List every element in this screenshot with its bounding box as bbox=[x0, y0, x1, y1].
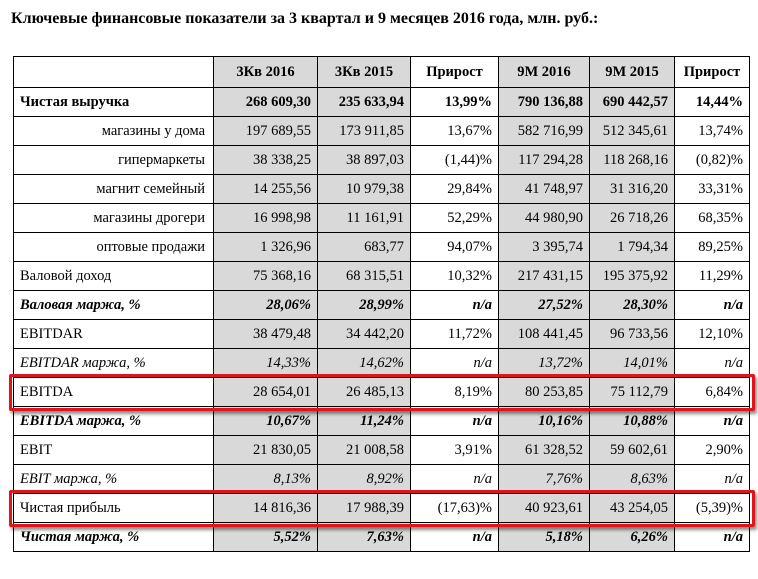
value-cell: 6,26% bbox=[590, 523, 675, 552]
value-cell: 11,72% bbox=[411, 320, 499, 349]
value-cell: 52,29% bbox=[411, 204, 499, 233]
value-cell: 683,77 bbox=[318, 233, 411, 262]
value-cell: 8,92% bbox=[318, 465, 411, 494]
table-row bbox=[14, 465, 750, 494]
header-cell: 3Кв 2015 bbox=[318, 57, 411, 88]
value-cell: 68,35% bbox=[675, 204, 750, 233]
value-cell: 14,01% bbox=[590, 349, 675, 378]
value-cell: (1,44)% bbox=[411, 146, 499, 175]
value-cell: 118 268,16 bbox=[590, 146, 675, 175]
table-row bbox=[14, 233, 750, 262]
row-label: EBIT маржа, % bbox=[14, 465, 214, 494]
value-cell: 44 980,90 bbox=[499, 204, 590, 233]
value-cell: 3,91% bbox=[411, 436, 499, 465]
row-label: магазины у дома bbox=[14, 117, 214, 146]
table-row bbox=[14, 494, 750, 523]
table-row bbox=[14, 436, 750, 465]
value-cell: 13,72% bbox=[499, 349, 590, 378]
value-cell: 108 441,45 bbox=[499, 320, 590, 349]
header-cell: Прирост bbox=[675, 57, 750, 88]
header-cell: Прирост bbox=[411, 57, 499, 88]
value-cell: 13,67% bbox=[411, 117, 499, 146]
value-cell: 117 294,28 bbox=[499, 146, 590, 175]
page-title: Ключевые финансовые показатели за 3 квартал и 9 месяцев 2016 года, млн. руб.: bbox=[11, 10, 599, 27]
value-cell: 14,44% bbox=[675, 88, 750, 117]
row-label: гипермаркеты bbox=[14, 146, 214, 175]
value-cell: 7,63% bbox=[318, 523, 411, 552]
table-row bbox=[14, 320, 750, 349]
value-cell: 38 479,48 bbox=[214, 320, 318, 349]
value-cell: 11 161,91 bbox=[318, 204, 411, 233]
value-cell: 34 442,20 bbox=[318, 320, 411, 349]
value-cell: 790 136,88 bbox=[499, 88, 590, 117]
value-cell: 1 326,96 bbox=[214, 233, 318, 262]
value-cell: 5,52% bbox=[214, 523, 318, 552]
value-cell: (0,82)% bbox=[675, 146, 750, 175]
table-row bbox=[14, 291, 750, 320]
value-cell: 10,32% bbox=[411, 262, 499, 291]
header-cell: 3Кв 2016 bbox=[214, 57, 318, 88]
value-cell: 27,52% bbox=[499, 291, 590, 320]
value-cell: 21 830,05 bbox=[214, 436, 318, 465]
row-label: Валовая маржа, % bbox=[14, 291, 214, 320]
row-label: Чистая выручка bbox=[14, 88, 214, 117]
value-cell: 582 716,99 bbox=[499, 117, 590, 146]
value-cell: 173 911,85 bbox=[318, 117, 411, 146]
row-label: магнит семейный bbox=[14, 175, 214, 204]
row-label: Чистая маржа, % bbox=[14, 523, 214, 552]
table-row bbox=[14, 88, 750, 117]
value-cell: 17 988,39 bbox=[318, 494, 411, 523]
value-cell: n/a bbox=[675, 523, 750, 552]
value-cell: 7,76% bbox=[499, 465, 590, 494]
value-cell: n/a bbox=[675, 291, 750, 320]
value-cell: 197 689,55 bbox=[214, 117, 318, 146]
value-cell: 59 602,61 bbox=[590, 436, 675, 465]
value-cell: n/a bbox=[675, 349, 750, 378]
value-cell: n/a bbox=[675, 407, 750, 436]
value-cell: 5,18% bbox=[499, 523, 590, 552]
value-cell: 41 748,97 bbox=[499, 175, 590, 204]
header-cell: 9М 2015 bbox=[590, 57, 675, 88]
header-cell-empty bbox=[14, 57, 214, 88]
value-cell: 40 923,61 bbox=[499, 494, 590, 523]
value-cell: 61 328,52 bbox=[499, 436, 590, 465]
value-cell: 14,33% bbox=[214, 349, 318, 378]
value-cell: 10 979,38 bbox=[318, 175, 411, 204]
row-label: магазины дрогери bbox=[14, 204, 214, 233]
value-cell: 89,25% bbox=[675, 233, 750, 262]
row-label: EBITDA маржа, % bbox=[14, 407, 214, 436]
value-cell: 26 718,26 bbox=[590, 204, 675, 233]
row-label: EBITDA bbox=[14, 378, 214, 407]
value-cell: 8,19% bbox=[411, 378, 499, 407]
value-cell: 31 316,20 bbox=[590, 175, 675, 204]
value-cell: 8,63% bbox=[590, 465, 675, 494]
value-cell: n/a bbox=[675, 465, 750, 494]
table-row bbox=[14, 378, 750, 407]
row-label: Чистая прибыль bbox=[14, 494, 214, 523]
value-cell: 690 442,57 bbox=[590, 88, 675, 117]
value-cell: 195 375,92 bbox=[590, 262, 675, 291]
financial-table bbox=[13, 56, 750, 552]
value-cell: 12,10% bbox=[675, 320, 750, 349]
value-cell: n/a bbox=[411, 349, 499, 378]
value-cell: 14 816,36 bbox=[214, 494, 318, 523]
table-row bbox=[14, 117, 750, 146]
table-row bbox=[14, 407, 750, 436]
value-cell: 75 112,79 bbox=[590, 378, 675, 407]
value-cell: 43 254,05 bbox=[590, 494, 675, 523]
value-cell: 11,24% bbox=[318, 407, 411, 436]
value-cell: 28 654,01 bbox=[214, 378, 318, 407]
row-label: EBITDAR bbox=[14, 320, 214, 349]
table-row bbox=[14, 204, 750, 233]
value-cell: 8,13% bbox=[214, 465, 318, 494]
value-cell: 96 733,56 bbox=[590, 320, 675, 349]
value-cell: 10,16% bbox=[499, 407, 590, 436]
table-row bbox=[14, 523, 750, 552]
value-cell: 6,84% bbox=[675, 378, 750, 407]
value-cell: n/a bbox=[411, 407, 499, 436]
row-label: оптовые продажи bbox=[14, 233, 214, 262]
value-cell: 3 395,74 bbox=[499, 233, 590, 262]
value-cell: 14,62% bbox=[318, 349, 411, 378]
value-cell: 21 008,58 bbox=[318, 436, 411, 465]
value-cell: 217 431,15 bbox=[499, 262, 590, 291]
row-label: EBIT bbox=[14, 436, 214, 465]
value-cell: 10,67% bbox=[214, 407, 318, 436]
row-label: EBITDAR маржа, % bbox=[14, 349, 214, 378]
value-cell: 75 368,16 bbox=[214, 262, 318, 291]
value-cell: (5,39)% bbox=[675, 494, 750, 523]
value-cell: 38 338,25 bbox=[214, 146, 318, 175]
value-cell: 2,90% bbox=[675, 436, 750, 465]
value-cell: 10,88% bbox=[590, 407, 675, 436]
value-cell: 29,84% bbox=[411, 175, 499, 204]
value-cell: 235 633,94 bbox=[318, 88, 411, 117]
table-row bbox=[14, 175, 750, 204]
table-row bbox=[14, 146, 750, 175]
value-cell: 28,99% bbox=[318, 291, 411, 320]
value-cell: 80 253,85 bbox=[499, 378, 590, 407]
value-cell: 13,99% bbox=[411, 88, 499, 117]
value-cell: 38 897,03 bbox=[318, 146, 411, 175]
value-cell: n/a bbox=[411, 291, 499, 320]
value-cell: (17,63)% bbox=[411, 494, 499, 523]
value-cell: 94,07% bbox=[411, 233, 499, 262]
value-cell: 68 315,51 bbox=[318, 262, 411, 291]
value-cell: 28,30% bbox=[590, 291, 675, 320]
header-cell: 9М 2016 bbox=[499, 57, 590, 88]
value-cell: 13,74% bbox=[675, 117, 750, 146]
value-cell: 1 794,34 bbox=[590, 233, 675, 262]
table-row bbox=[14, 262, 750, 291]
value-cell: 16 998,98 bbox=[214, 204, 318, 233]
value-cell: 14 255,56 bbox=[214, 175, 318, 204]
value-cell: 11,29% bbox=[675, 262, 750, 291]
value-cell: 268 609,30 bbox=[214, 88, 318, 117]
value-cell: 28,06% bbox=[214, 291, 318, 320]
value-cell: n/a bbox=[411, 465, 499, 494]
header-row bbox=[14, 57, 750, 88]
value-cell: n/a bbox=[411, 523, 499, 552]
value-cell: 26 485,13 bbox=[318, 378, 411, 407]
row-label: Валовой доход bbox=[14, 262, 214, 291]
value-cell: 512 345,61 bbox=[590, 117, 675, 146]
table-row bbox=[14, 349, 750, 378]
value-cell: 33,31% bbox=[675, 175, 750, 204]
